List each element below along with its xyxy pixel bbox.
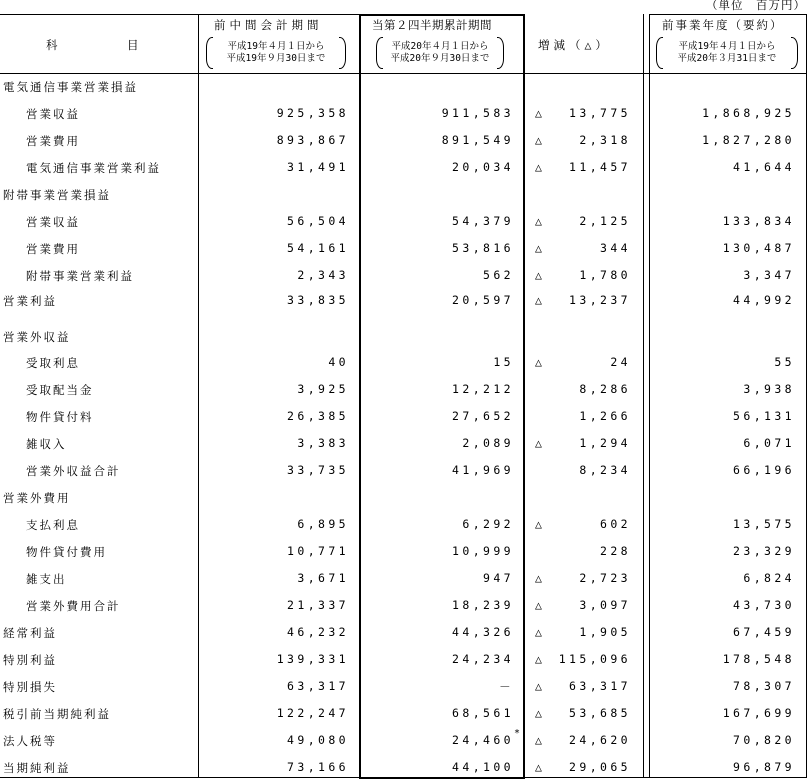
prev-period-value: 6,895: [297, 517, 349, 531]
current-period-value: 18,239: [452, 598, 514, 612]
row-label: 雑支出: [26, 572, 67, 586]
fiscal-year-value: 13,575: [733, 517, 795, 531]
row-label: 営業外収益: [3, 330, 71, 344]
fiscal-year-value: 56,131: [733, 409, 795, 423]
fiscal-year-value: 70,820: [733, 733, 795, 747]
negative-mark: △: [535, 106, 542, 120]
difference-value: 602: [600, 517, 631, 531]
difference-value: 63,317: [569, 679, 631, 693]
current-period-value: 891,549: [441, 133, 514, 147]
difference-value: 115,096: [558, 652, 631, 666]
table-row: [0, 73, 807, 100]
table-row: [0, 349, 807, 376]
fiscal-year-value: 67,459: [733, 625, 795, 639]
row-label: 営業費用: [26, 134, 80, 148]
fiscal-year-value: 6,071: [743, 436, 795, 450]
table-row: [0, 673, 807, 700]
prev-period-value: 31,491: [287, 160, 349, 174]
fiscal-year-value: 6,824: [743, 571, 795, 585]
header-col2-period: [376, 37, 504, 69]
current-period-value: 12,212: [452, 382, 514, 396]
footnote-mark: *: [514, 728, 521, 739]
fiscal-year-value: 3,347: [743, 268, 795, 282]
negative-mark: △: [535, 355, 542, 369]
prev-period-value: 122,247: [276, 706, 349, 720]
prev-period-value: 54,161: [287, 241, 349, 255]
header-col4-period: [656, 37, 798, 69]
table-row: [0, 619, 807, 646]
difference-value: 1,905: [579, 625, 631, 639]
prev-period-value: 49,080: [287, 733, 349, 747]
current-period-value: 947: [483, 571, 514, 585]
negative-mark: △: [535, 652, 542, 666]
row-label: 税引前当期純利益: [3, 707, 111, 721]
row-label: 附帯事業営業損益: [3, 188, 111, 202]
table-row: [0, 235, 807, 262]
difference-value: 11,457: [569, 160, 631, 174]
current-period-value: 27,652: [452, 409, 514, 423]
row-label: 営業外費用合計: [26, 599, 121, 613]
difference-value: 53,685: [569, 706, 631, 720]
fiscal-year-value: 44,992: [733, 293, 795, 307]
row-label: 営業収益: [26, 107, 80, 121]
negative-mark: △: [535, 625, 542, 639]
negative-mark: △: [535, 436, 542, 450]
table-row: [0, 376, 807, 403]
fiscal-year-value: 55: [774, 355, 795, 369]
fiscal-year-value: 178,548: [722, 652, 795, 666]
negative-mark: △: [535, 133, 542, 147]
prev-period-value: 21,337: [287, 598, 349, 612]
difference-value: 1,780: [579, 268, 631, 282]
prev-period-value: 26,385: [287, 409, 349, 423]
row-label: 営業収益: [26, 215, 80, 229]
row-label: 電気通信事業営業利益: [26, 161, 161, 175]
fiscal-year-value: 3,938: [743, 382, 795, 396]
table-row: [0, 700, 807, 727]
header-subject: 科 目: [46, 38, 141, 52]
difference-value: 13,237: [569, 293, 631, 307]
current-period-value: 2,089: [462, 436, 514, 450]
table-row: [0, 727, 807, 754]
header-col1-period: [206, 37, 346, 69]
table-row: [0, 403, 807, 430]
prev-period-value: 925,358: [276, 106, 349, 120]
current-period-value: 24,460: [452, 733, 514, 747]
row-label: 特別損失: [3, 680, 57, 694]
negative-mark: △: [535, 160, 542, 174]
table-row: [0, 457, 807, 484]
prev-period-value: 56,504: [287, 214, 349, 228]
fiscal-year-value: 130,487: [722, 241, 795, 255]
header-col3-title: 増減（△）: [538, 38, 611, 52]
difference-value: 3,097: [579, 598, 631, 612]
difference-value: 13,775: [569, 106, 631, 120]
table-row: [0, 208, 807, 235]
row-label: 支払利息: [26, 518, 80, 532]
fiscal-year-value: 43,730: [733, 598, 795, 612]
prev-period-value: 139,331: [276, 652, 349, 666]
row-label: 営業利益: [3, 294, 57, 308]
table-row: [0, 565, 807, 592]
difference-value: 1,294: [579, 436, 631, 450]
prev-period-value: 3,671: [297, 571, 349, 585]
fiscal-year-value: 1,827,280: [702, 133, 795, 147]
row-label: 経常利益: [3, 626, 57, 640]
row-label: 附帯事業営業利益: [26, 269, 134, 283]
difference-value: 8,286: [579, 382, 631, 396]
fiscal-year-value: 1,868,925: [702, 106, 795, 120]
prev-period-value: 3,383: [297, 436, 349, 450]
negative-mark: △: [535, 679, 542, 693]
fiscal-year-value: 41,644: [733, 160, 795, 174]
header-col2-period-from: 平成20年４月１日から: [391, 41, 489, 52]
prev-period-value: 33,835: [287, 293, 349, 307]
row-label: 受取配当金: [26, 383, 94, 397]
table-row: [0, 287, 807, 314]
negative-mark: △: [535, 706, 542, 720]
prev-period-value: 893,867: [276, 133, 349, 147]
prev-period-value: 73,166: [287, 760, 349, 774]
prev-period-value: 63,317: [287, 679, 349, 693]
table-row: [0, 484, 807, 511]
fiscal-year-value: 78,307: [733, 679, 795, 693]
current-period-value: 68,561: [452, 706, 514, 720]
negative-mark: △: [535, 733, 542, 747]
table-row: [0, 511, 807, 538]
header-col4-period-from: 平成19年４月１日から: [678, 41, 776, 52]
negative-mark: △: [535, 214, 542, 228]
current-period-value: 10,999: [452, 544, 514, 558]
header-col2-title: 当第２四半期累計期間: [372, 18, 492, 32]
prev-period-value: 33,735: [287, 463, 349, 477]
fiscal-year-value: 133,834: [722, 214, 795, 228]
row-label: 法人税等: [3, 734, 57, 748]
current-period-value: 24,234: [452, 652, 514, 666]
prev-period-value: 3,925: [297, 382, 349, 396]
current-period-value: 15: [493, 355, 514, 369]
table-row: [0, 127, 807, 154]
table-row: [0, 323, 807, 350]
fiscal-year-value: 66,196: [733, 463, 795, 477]
header-col4-title: 前事業年度（要約）: [662, 18, 784, 32]
header-col2-period-to: 平成20年９月30日まで: [390, 53, 490, 64]
table-row: [0, 181, 807, 208]
header-col1-period-to: 平成19年９月30日まで: [226, 53, 326, 64]
negative-mark: △: [535, 268, 542, 282]
table-top-border-right: [649, 14, 807, 15]
current-period-value: －: [499, 680, 514, 694]
header-col1-title: 前中間会計期間: [214, 18, 323, 32]
table-row: [0, 262, 807, 289]
current-period-value: 41,969: [452, 463, 514, 477]
negative-mark: △: [535, 571, 542, 585]
fiscal-year-value: 23,329: [733, 544, 795, 558]
difference-value: 228: [600, 544, 631, 558]
current-period-value: 562: [483, 268, 514, 282]
difference-value: 8,234: [579, 463, 631, 477]
current-period-value: 54,379: [452, 214, 514, 228]
row-label: 雑収入: [26, 437, 67, 451]
table-row: [0, 430, 807, 457]
negative-mark: △: [535, 598, 542, 612]
row-label: 特別利益: [3, 653, 57, 667]
row-label: 電気通信事業営業損益: [3, 80, 138, 94]
current-period-value: 20,034: [452, 160, 514, 174]
row-label: 物件貸付費用: [26, 545, 107, 559]
negative-mark: △: [535, 241, 542, 255]
difference-value: 29,065: [569, 760, 631, 774]
current-period-value: 53,816: [452, 241, 514, 255]
fiscal-year-value: 167,699: [722, 706, 795, 720]
prev-period-value: 40: [328, 355, 349, 369]
table-row: [0, 100, 807, 127]
row-label: 当期純利益: [3, 761, 71, 775]
unit-label: （単位 百万円）: [706, 0, 806, 12]
prev-period-value: 46,232: [287, 625, 349, 639]
difference-value: 2,318: [579, 133, 631, 147]
difference-value: 24: [610, 355, 631, 369]
difference-value: 24,620: [569, 733, 631, 747]
difference-value: 2,125: [579, 214, 631, 228]
table-row: [0, 154, 807, 181]
table-row: [0, 754, 807, 781]
difference-value: 2,723: [579, 571, 631, 585]
prev-period-value: 10,771: [287, 544, 349, 558]
difference-value: 1,266: [579, 409, 631, 423]
prev-period-value: 2,343: [297, 268, 349, 282]
difference-value: 344: [600, 241, 631, 255]
row-label: 営業費用: [26, 242, 80, 256]
table-row: [0, 646, 807, 673]
row-label: 受取利息: [26, 356, 80, 370]
current-period-value: 44,326: [452, 625, 514, 639]
header-col4-period-to: 平成20年３月31日まで: [677, 53, 777, 64]
header-col1-period-from: 平成19年４月１日から: [227, 41, 325, 52]
current-period-value: 44,100: [452, 760, 514, 774]
fiscal-year-value: 96,879: [733, 760, 795, 774]
row-label: 物件貸付料: [26, 410, 94, 424]
negative-mark: △: [535, 760, 542, 774]
table-row: [0, 592, 807, 619]
row-label: 営業外費用: [3, 491, 71, 505]
current-period-value: 20,597: [452, 293, 514, 307]
row-label: 営業外収益合計: [26, 464, 121, 478]
current-period-value: 6,292: [462, 517, 514, 531]
negative-mark: △: [535, 293, 542, 307]
current-period-value: 911,583: [441, 106, 514, 120]
table-row: [0, 538, 807, 565]
negative-mark: △: [535, 517, 542, 531]
